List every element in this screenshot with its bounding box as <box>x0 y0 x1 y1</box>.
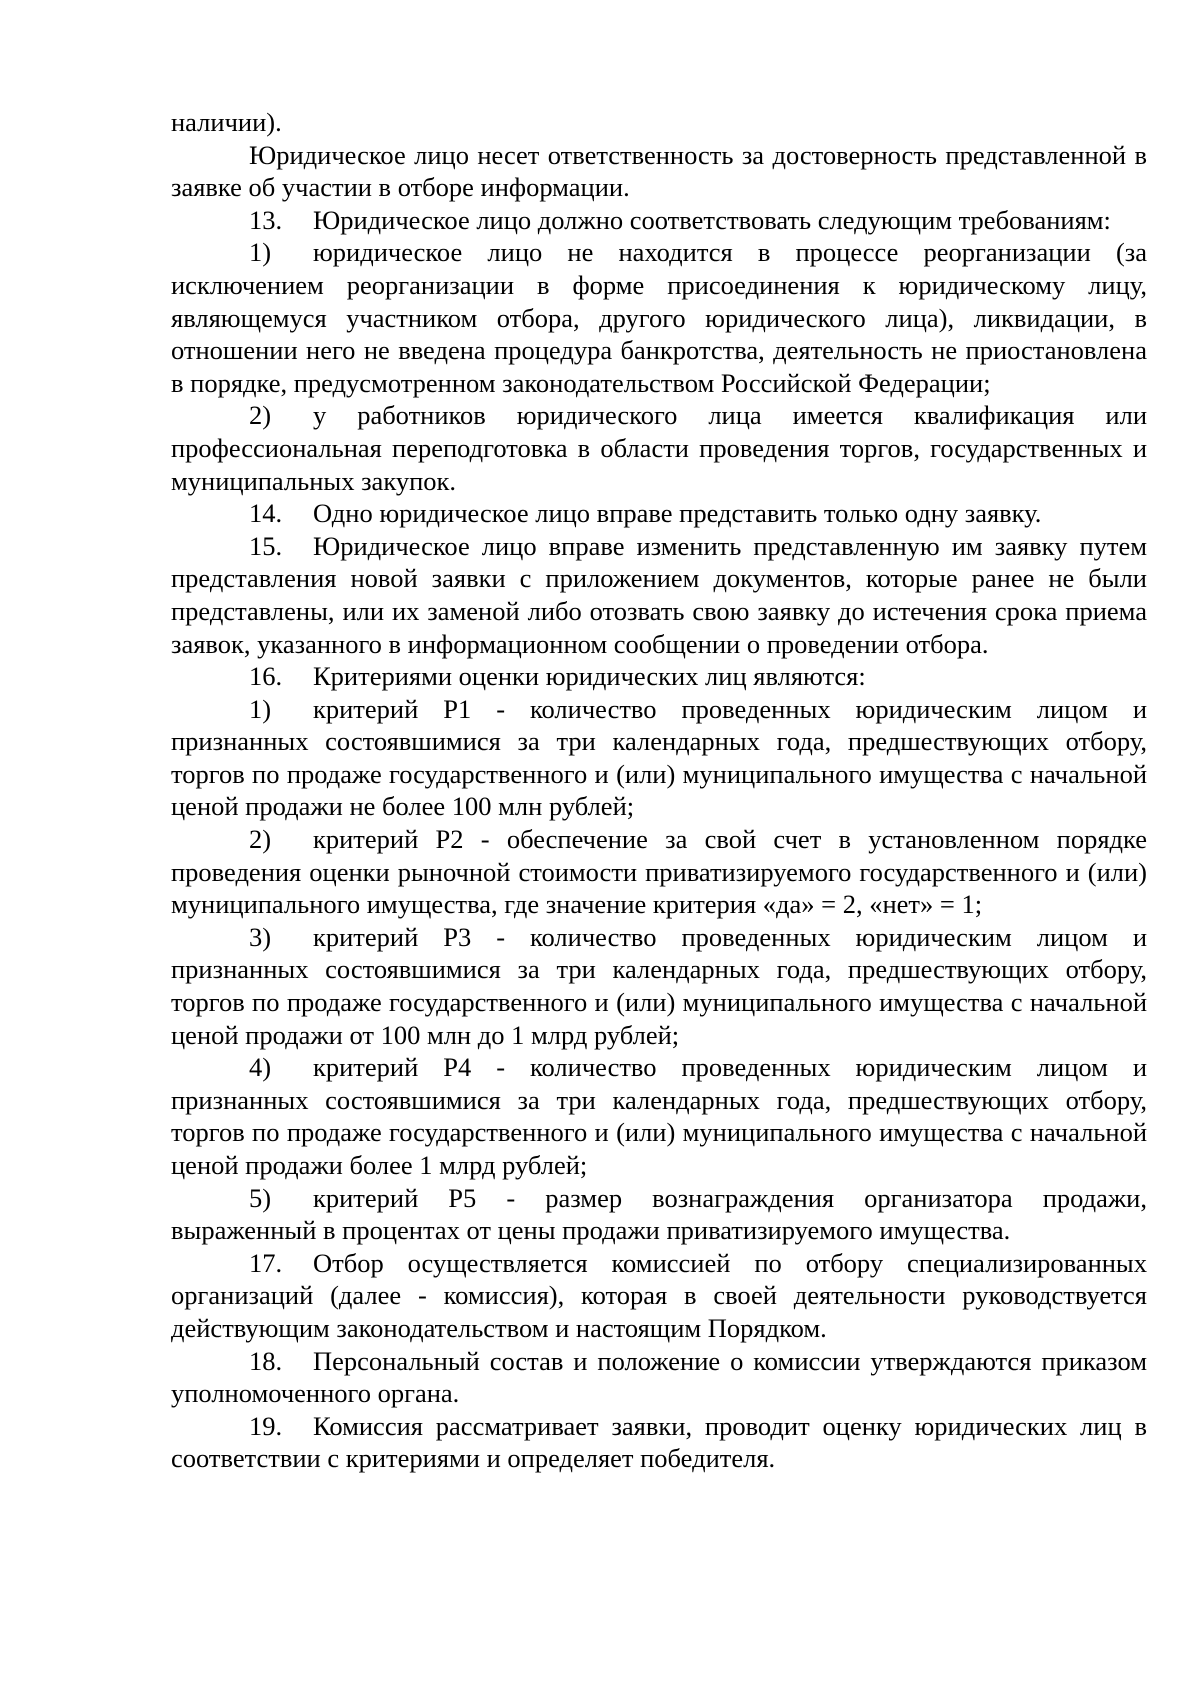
paragraph-text: критерий P1 - количество проведенных юридическим лицом и признанных состоявшимися за три календарных года, предшествующих отбору, торгов по продаже государственного и (или) муниципального имущества с начальной ценой продажи не более 100 млн рублей; <box>171 693 1147 822</box>
paragraph-text: критерий P2 - обеспечение за свой счет в установленном порядке проведения оценки рыночной стоимости приватизируемого государственного и (или) муниципального имущества, где значение критерия «да» = 2, «нет» = 1; <box>171 824 1147 920</box>
paragraph-text: Комиссия рассматривает заявки, проводит оценку юридических лиц в соответствии с критериями и определяет победителя. <box>171 1410 1147 1474</box>
paragraph-responsibility <box>171 139 1147 204</box>
paragraph-number: 13. <box>249 204 283 235</box>
paragraph-text: Одно юридическое лицо вправе представить только одну заявку. <box>313 498 1042 529</box>
paragraph-text: Юридическое лицо должно соответствовать следующим требованиям: <box>313 204 1111 235</box>
paragraph-number: 1) <box>249 693 272 724</box>
paragraph-13-2 <box>171 399 1147 497</box>
paragraph-number: 4) <box>249 1052 272 1083</box>
paragraph-text: Юридическое лицо вправе изменить представленную им заявку путем представления новой заявки с приложением документов, которые ранее не были представлены, или их заменой либо отозвать свою заявку до истечения срока приема заявок, указанного в информационном сообщении о проведении отбора. <box>171 530 1147 659</box>
paragraph-16-4 <box>171 1051 1147 1181</box>
paragraph-number: 5) <box>249 1182 272 1213</box>
paragraph-16-3 <box>171 921 1147 1051</box>
paragraph-text: критерий P4 - количество проведенных юридическим лицом и признанных состоявшимися за три календарных года, предшествующих отбору, торгов по продаже государственного и (или) муниципального имущества с начальной ценой продажи более 1 млрд рублей; <box>171 1052 1147 1180</box>
paragraph-number: 18. <box>249 1345 283 1376</box>
paragraph-number: 1) <box>249 237 272 268</box>
paragraph-number: 15. <box>249 530 283 561</box>
paragraph-19 <box>171 1410 1147 1475</box>
paragraph-number: 2) <box>249 400 272 431</box>
paragraph-number: 19. <box>249 1410 283 1441</box>
paragraph-number: 16. <box>249 661 283 692</box>
paragraph-text: Критериями оценки юридических лиц являются: <box>313 661 866 692</box>
paragraph-14 <box>171 497 1147 530</box>
paragraph-number: 2) <box>249 824 272 855</box>
paragraph-text: критерий P3 - количество проведенных юридическим лицом и признанных состоявшимися за три календарных года, предшествующих отбору, торгов по продаже государственного и (или) муниципального имущества с начальной ценой продажи от 100 млн до 1 млрд рублей; <box>171 921 1147 1050</box>
paragraph-16-5 <box>171 1182 1147 1247</box>
paragraph-13-1 <box>171 236 1147 399</box>
paragraph-17 <box>171 1247 1147 1345</box>
paragraph-16-1 <box>171 693 1147 823</box>
paragraph-number: 3) <box>249 921 272 952</box>
paragraph-number: 17. <box>249 1247 283 1278</box>
document-page <box>171 106 1147 1475</box>
paragraph-text: критерий P5 - размер вознаграждения организатора продажи, выраженный в процентах от цены продажи приватизируемого имущества. <box>171 1182 1147 1246</box>
paragraph-16-2 <box>171 823 1147 921</box>
paragraph-15 <box>171 530 1147 660</box>
paragraph-text: Отбор осуществляется комиссией по отбору специализированных организаций (далее - комиссия), которая в своей деятельности руководствуется действующим законодательством и настоящим Порядком. <box>171 1247 1147 1343</box>
paragraph-text: наличии). <box>171 107 282 137</box>
paragraph-16 <box>171 660 1147 693</box>
paragraph-text: Персональный состав и положение о комиссии утверждаются приказом уполномоченного органа. <box>171 1345 1147 1409</box>
paragraph-18 <box>171 1345 1147 1410</box>
paragraph-text: у работников юридического лица имеется квалификация или профессиональная переподготовка в области проведения торгов, государственных и муниципальных закупок. <box>171 400 1147 496</box>
paragraph-continuation <box>171 106 1147 139</box>
paragraph-number: 14. <box>249 498 283 529</box>
paragraph-text: Юридическое лицо несет ответственность за достоверность представленной в заявке об участии в отборе информации. <box>171 139 1147 203</box>
paragraph-text: юридическое лицо не находится в процессе реорганизации (за исключением реорганизации в форме присоединения к юридическому лицу, являющемуся участником отбора, другого юридического лица), ликвидации, в отношении него не введена процедура банкротства, деятельность не приостановлена в порядке, предусмотренном законодательством Российской Федерации; <box>171 237 1147 398</box>
paragraph-13 <box>171 204 1147 237</box>
